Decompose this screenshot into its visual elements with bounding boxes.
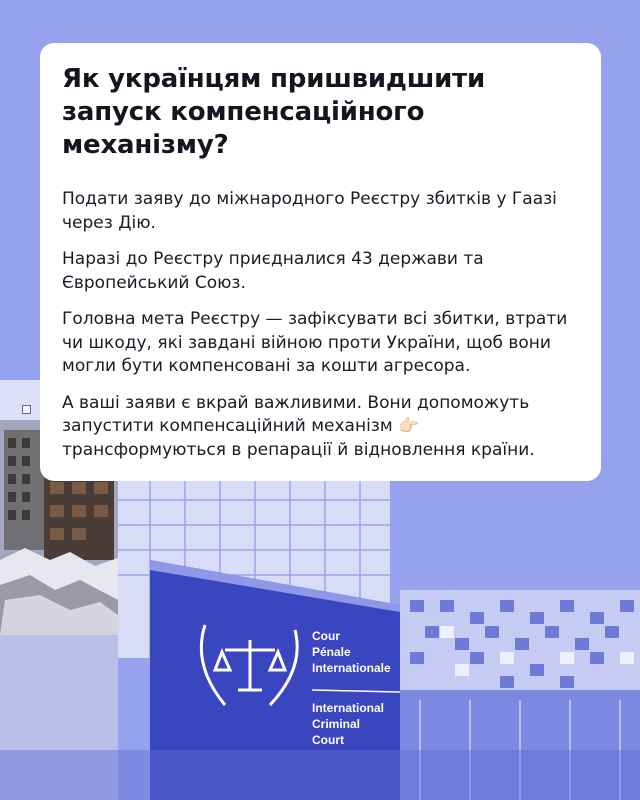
paragraph-members: Наразі до Реєстру приєдналися 43 держави та Європейський Союз. [62, 249, 484, 293]
sign-line-3: Internationale [312, 661, 391, 675]
paragraph-goal: Головна мета Реєстру — зафіксувати всі збитки, втрати чи шкоду, які завдані війною проти України, щоб вони могли бути компенсовані за кошти агресора. [62, 309, 568, 376]
sign-line-4: International [312, 701, 385, 715]
sign-line-6: Court [312, 733, 344, 747]
sign-line-2: Pénale [312, 645, 351, 659]
sign-line-5: Criminal [312, 717, 361, 731]
sign-line-1: Cour [312, 629, 340, 643]
paragraph-importance: А ваші заяви є вкрай важливими. Вони допоможуть запустити компенсаційний механізм 👉🏻 трансформуються в репарації й відновлення країни. [62, 392, 535, 460]
card-title: Як українцям пришвидшити запуск компенсаційного механізму? [62, 64, 486, 160]
photo-frame-marker [22, 405, 31, 414]
paragraph-apply: Подати заяву до міжнародного Реєстру збитків у Гаазі через Дію. [62, 189, 557, 233]
info-card [40, 43, 601, 481]
